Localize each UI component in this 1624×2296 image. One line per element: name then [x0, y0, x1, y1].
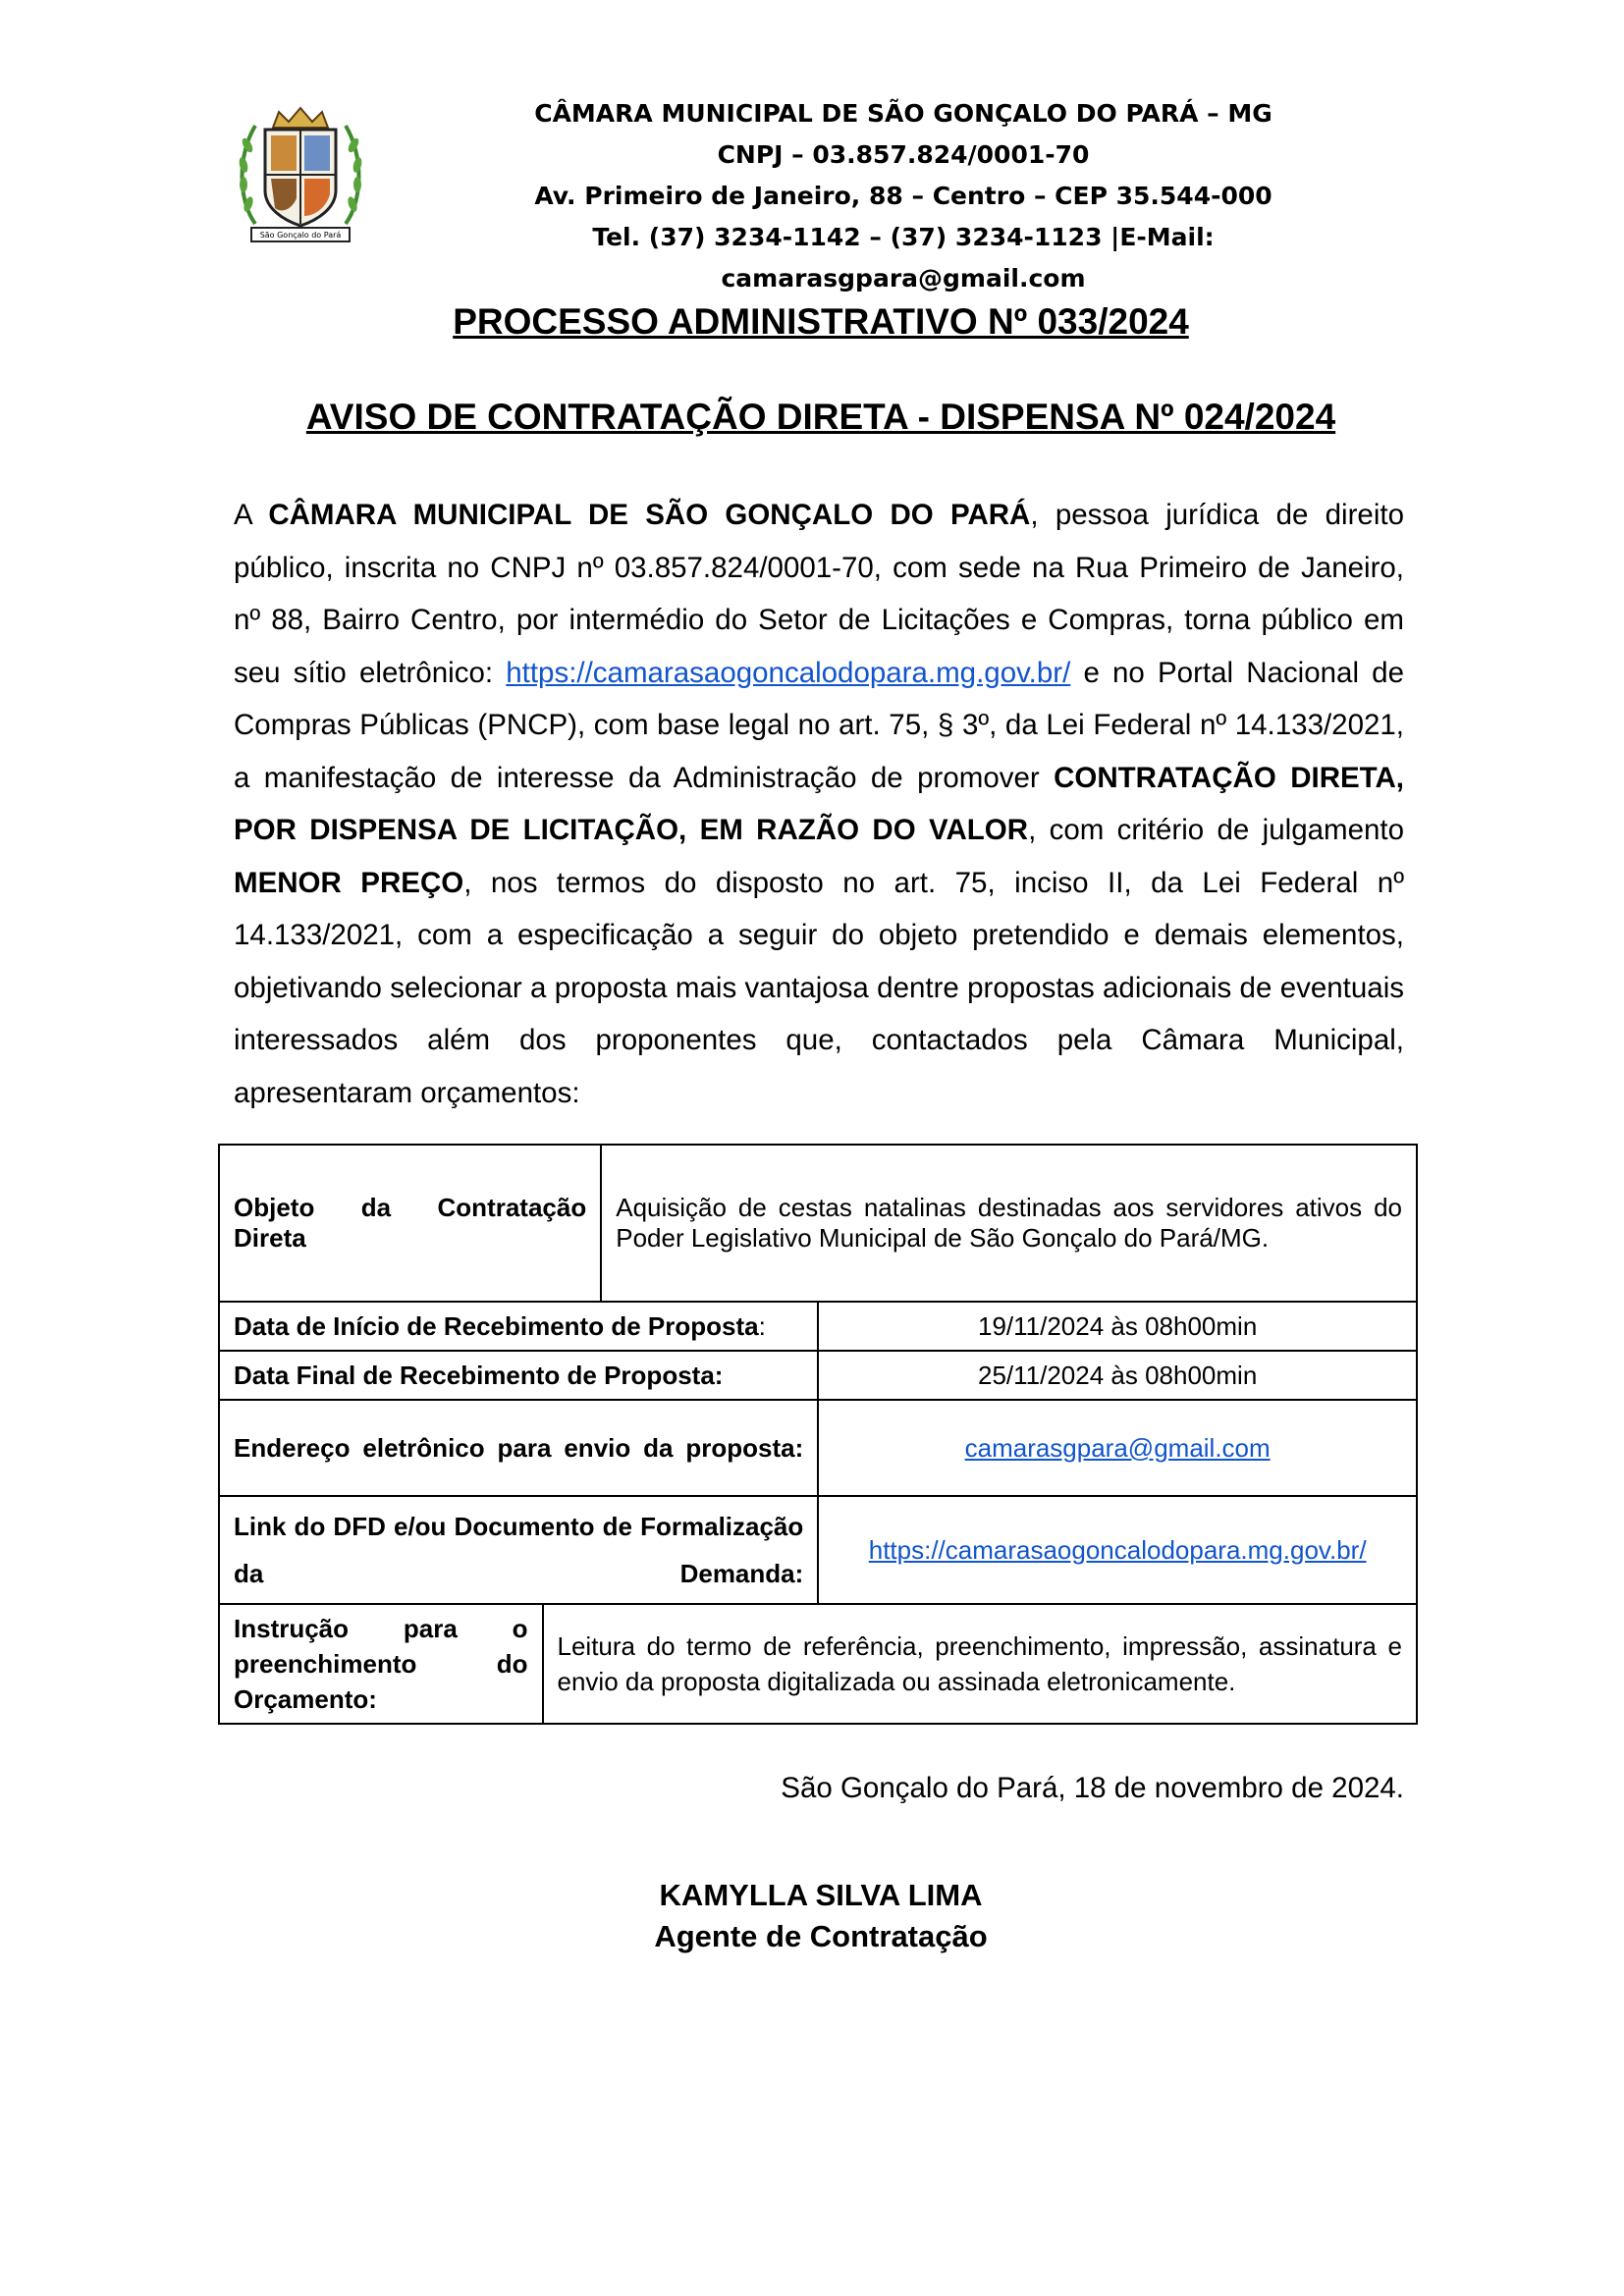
notice-body-paragraph — [234, 489, 1404, 1119]
process-title: PROCESSO ADMINISTRATIVO Nº 033/2024 — [453, 301, 1189, 342]
objeto-value: Aquisição de cestas natalinas destinadas aos servidores ativos do Poder Legislativo Municipal de São Gonçalo do Pará/MG. — [601, 1145, 1417, 1302]
body-bold-institution: CÂMARA MUNICIPAL DE SÃO GONÇALO DO PARÁ — [268, 499, 1031, 531]
contract-info-table — [218, 1144, 1418, 1725]
dfd-website-link[interactable]: https://camarasaogoncalodopara.mg.gov.br/ — [868, 1534, 1367, 1565]
final-value: 25/11/2024 às 08h00min — [818, 1351, 1417, 1400]
instrucao-label: Instrução para o preenchimento do Orçamento: — [219, 1604, 543, 1724]
crest-banner-text: São Gonçalo do Pará — [259, 231, 342, 240]
inicio-value: 19/11/2024 às 08h00min — [818, 1302, 1417, 1351]
link-label: Link do DFD e/ou Documento de Formalização da Demanda: — [219, 1496, 818, 1604]
municipal-crest-logo — [236, 106, 365, 243]
link-value — [818, 1496, 1417, 1604]
notice-title: AVISO DE CONTRATAÇÃO DIRETA - DISPENSA Nº 024/2024 — [305, 397, 1336, 437]
objeto-label: Objeto da Contratação Direta — [219, 1145, 601, 1302]
body-website-link[interactable]: https://camarasaogoncalodopara.mg.gov.br/ — [506, 656, 1071, 689]
table-row-inicio — [219, 1302, 1417, 1351]
place-date: São Gonçalo do Pará, 18 de novembro de 2024. — [781, 1772, 1404, 1804]
instrucao-value: Leitura do termo de referência, preenchimento, impressão, assinatura e envio da proposta digitalizada ou assinada eletronicamente. — [543, 1604, 1418, 1724]
letterhead-institution: CÂMARA MUNICIPAL DE SÃO GONÇALO DO PARÁ – MG — [534, 99, 1272, 128]
letterhead-contact — [412, 217, 1394, 299]
final-label: Data Final de Recebimento de Proposta: — [219, 1351, 818, 1400]
body-bold-criteria: MENOR PREÇO — [234, 866, 464, 899]
proposal-email-link[interactable]: camarasgpara@gmail.com — [964, 1432, 1271, 1463]
signer-role: Agente de Contratação — [654, 1919, 988, 1953]
body-bold-contract-type: CONTRATAÇÃO DIRETA, POR DISPENSA DE LICITAÇÃO, EM RAZÃO DO VALOR — [234, 761, 1405, 846]
body-text-a: A — [234, 499, 269, 531]
table-row-endereco — [219, 1400, 1417, 1496]
body-text-f: , nos termos do disposto no art. 75, inciso II, da Lei Federal nº 14.133/2021, com a especificação a seguir do objeto pretendido e demais elementos, objetivando selecionar a proposta mais vantajosa dentre propostas adicionais de eventuais interessados além dos proponentes que, contactados pela Câmara Municipal, apresentaram orçamentos: — [234, 866, 1404, 1109]
table-row-link — [219, 1496, 1417, 1604]
table-row-objeto — [219, 1145, 1417, 1302]
table-row-instrucao — [219, 1604, 1417, 1724]
signer-name: KAMYLLA SILVA LIMA — [659, 1878, 983, 1912]
letterhead-cnpj: CNPJ – 03.857.824/0001-70 — [717, 140, 1090, 169]
endereco-value — [818, 1400, 1417, 1496]
body-text-c: , pessoa jurídica de direito público, inscrita no CNPJ nº 03.857.824/0001-70, com sede na Rua Primeiro de Janeiro, nº 88, Bairro Centro, por intermédio do Setor de Licitações e Compras, torna público em seu sítio eletrônico: — [234, 499, 1404, 689]
letterhead-phone: Tel. (37) 3234-1142 – (37) 3234-1123 | — [592, 223, 1120, 251]
letterhead — [412, 93, 1394, 299]
letterhead-email: E-Mail: camarasgpara@gmail.com — [721, 223, 1215, 293]
inicio-label: Data de Início de Recebimento de Proposta: — [219, 1302, 818, 1351]
signature-block — [236, 1875, 1406, 1957]
endereco-label: Endereço eletrônico para envio da proposta: — [219, 1400, 818, 1496]
body-text-e: , com critério de julgamento — [1028, 814, 1404, 846]
table-row-final — [219, 1351, 1417, 1400]
body-text-d: e no Portal Nacional de Compras Públicas (PNCP), com base legal no art. 75, § 3º, da Lei Federal nº 14.133/2021, a manifestação de interesse da Administração de promover — [234, 656, 1404, 794]
letterhead-address: Av. Primeiro de Janeiro, 88 – Centro – CEP 35.544-000 — [534, 182, 1272, 210]
